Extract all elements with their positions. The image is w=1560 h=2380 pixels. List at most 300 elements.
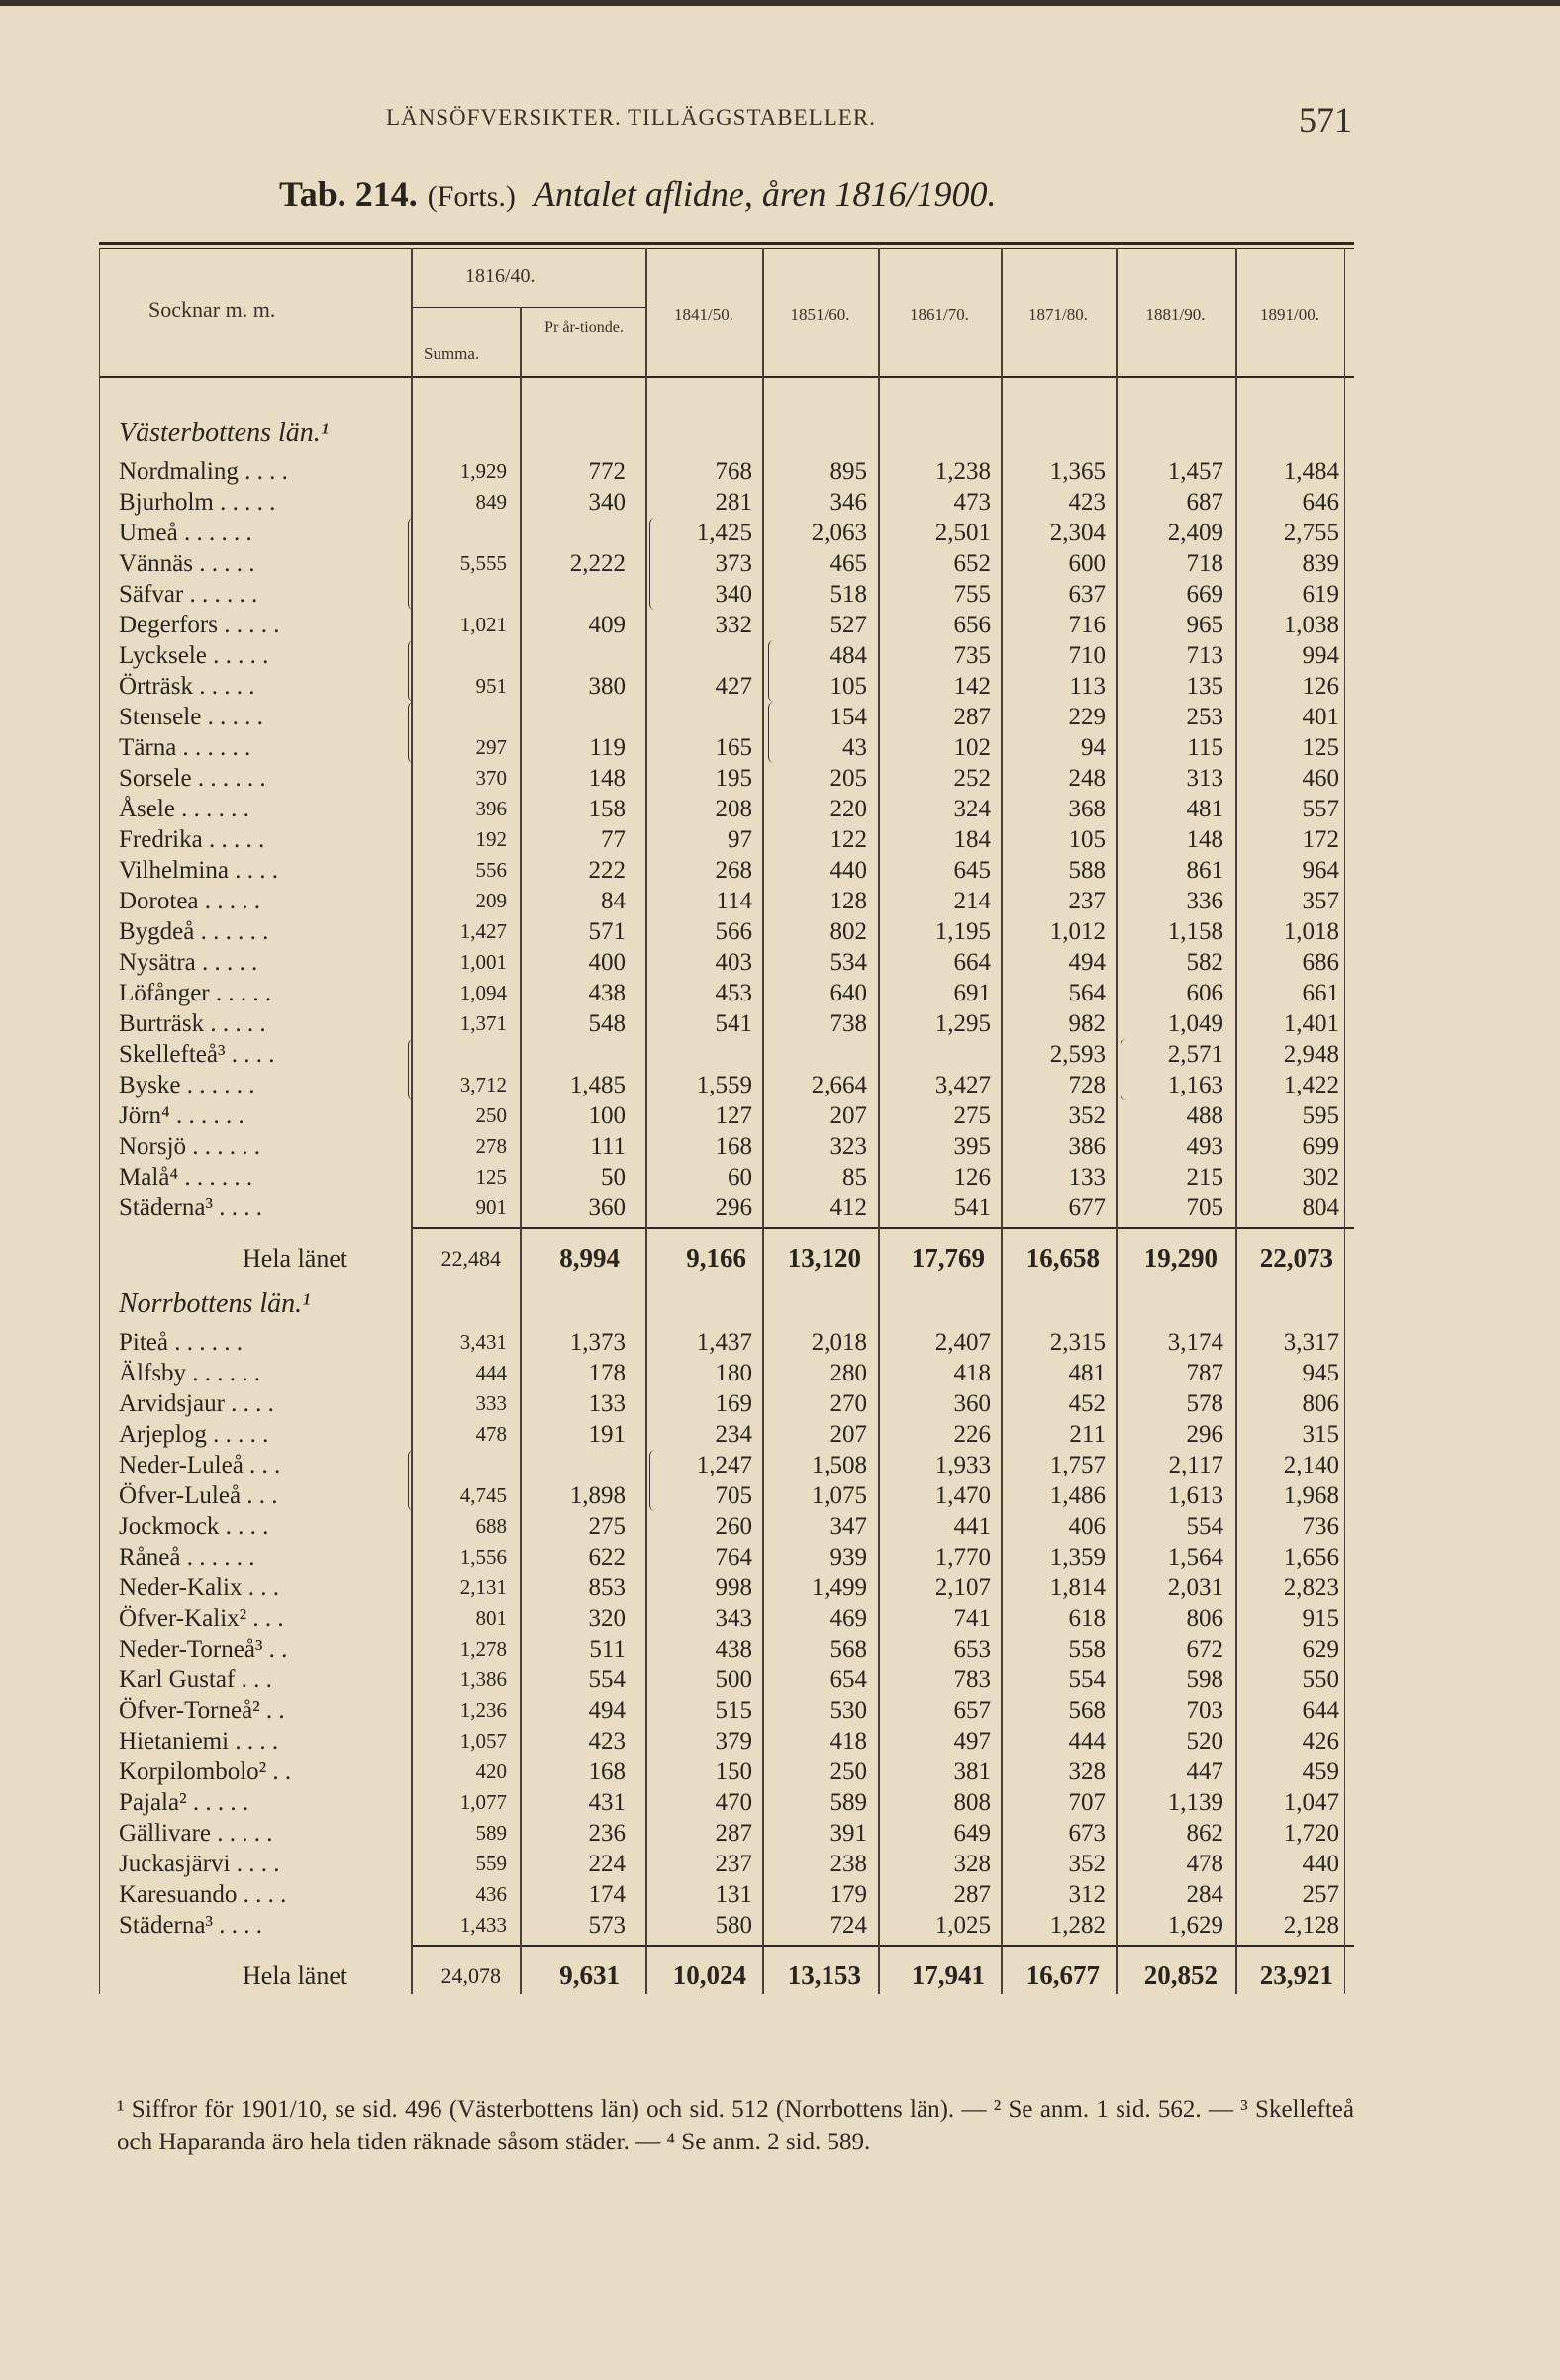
cell-value: 1,365 <box>1049 458 1106 485</box>
cell-value: 738 <box>829 1010 867 1037</box>
parish-name: Juckasjärvi . . . . <box>119 1851 280 1877</box>
cell-value: 2,031 <box>1167 1574 1223 1601</box>
cell-value: 401 <box>1302 704 1339 730</box>
cell-value: 3,317 <box>1283 1329 1339 1356</box>
cell-value: 559 <box>475 1852 507 1875</box>
cell-value: 333 <box>475 1391 507 1415</box>
table-row <box>0 1726 1560 1757</box>
cell-value: 530 <box>829 1697 867 1724</box>
cell-value: 1,047 <box>1283 1789 1339 1816</box>
cell-value: 691 <box>953 980 991 1006</box>
table-row <box>0 1480 1560 1511</box>
total-value: 13,120 <box>787 1243 861 1273</box>
cell-value: 427 <box>715 673 752 700</box>
cell-value: 1,613 <box>1167 1482 1223 1509</box>
cell-value: 580 <box>715 1912 752 1939</box>
cell-value: 1,359 <box>1049 1544 1106 1571</box>
cell-value: 287 <box>953 704 991 730</box>
column-divider <box>520 307 522 1994</box>
cell-value: 323 <box>829 1133 867 1160</box>
cell-value: 1,968 <box>1283 1482 1339 1509</box>
cell-value: 214 <box>953 888 991 914</box>
cell-value: 347 <box>829 1513 867 1540</box>
cell-value: 806 <box>1186 1605 1223 1632</box>
cell-value: 554 <box>1186 1513 1223 1540</box>
cell-value: 669 <box>1186 581 1223 608</box>
cell-value: 861 <box>1186 857 1223 884</box>
cell-value: 481 <box>1186 796 1223 822</box>
parish-name: Städerna³ . . . . <box>119 1194 262 1221</box>
table-row <box>0 1634 1560 1665</box>
cell-value: 649 <box>953 1820 991 1847</box>
cell-value: 1,278 <box>459 1637 507 1661</box>
cell-value: 1,001 <box>459 950 507 974</box>
cell-value: 640 <box>829 980 867 1006</box>
table-row <box>0 1450 1560 1480</box>
cell-value: 275 <box>588 1513 626 1540</box>
total-value: 13,153 <box>787 1960 861 1990</box>
cell-value: 77 <box>601 826 626 853</box>
cell-value: 133 <box>1068 1164 1106 1190</box>
cell-value: 260 <box>715 1513 752 1540</box>
cell-value: 440 <box>1302 1851 1339 1877</box>
cell-value: 1,236 <box>459 1698 507 1722</box>
parish-name: Degerfors . . . . . <box>119 612 280 638</box>
cell-value: 215 <box>1186 1164 1223 1190</box>
table-row <box>0 1008 1560 1039</box>
cell-value: 1,470 <box>934 1482 991 1509</box>
parish-name: Öfver-Kalix² . . . <box>119 1605 284 1632</box>
cell-value: 687 <box>1186 489 1223 516</box>
parish-name: Sorsele . . . . . . <box>119 765 266 792</box>
cell-value: 168 <box>715 1133 752 1160</box>
cell-value: 945 <box>1302 1360 1339 1386</box>
parish-name: Umeå . . . . . . <box>119 520 252 546</box>
cell-value: 131 <box>715 1881 752 1908</box>
cell-value: 2,063 <box>811 520 867 546</box>
cell-value: 270 <box>829 1390 867 1417</box>
cell-value: 1,025 <box>934 1912 991 1939</box>
parish-name: Städerna³ . . . . <box>119 1912 262 1939</box>
table-row <box>0 1787 1560 1818</box>
cell-value: 1,195 <box>934 918 991 945</box>
page-number: 571 <box>1299 100 1352 140</box>
parish-name: Nordmaling . . . . <box>119 458 288 485</box>
cell-value: 2,501 <box>934 520 991 546</box>
cell-value: 1,486 <box>1049 1482 1106 1509</box>
cell-value: 1,508 <box>811 1452 867 1478</box>
cell-value: 102 <box>953 734 991 761</box>
table-continued: (Forts.) <box>427 180 516 213</box>
cell-value: 268 <box>715 857 752 884</box>
cell-value: 332 <box>715 612 752 638</box>
cell-value: 168 <box>588 1759 626 1785</box>
cell-value: 1,075 <box>811 1482 867 1509</box>
cell-value: 736 <box>1302 1513 1339 1540</box>
cell-value: 672 <box>1186 1636 1223 1663</box>
table-row <box>0 610 1560 640</box>
cell-value: 1,484 <box>1283 458 1339 485</box>
cell-value: 386 <box>1068 1133 1106 1160</box>
parish-name: Löfånger . . . . . <box>119 980 272 1006</box>
table-rule <box>99 376 1354 378</box>
column-divider <box>1235 248 1237 1994</box>
cell-value: 554 <box>1068 1666 1106 1693</box>
cell-value: 618 <box>1068 1605 1106 1632</box>
parish-name: Bygdeå . . . . . . <box>119 918 269 945</box>
table-row <box>0 1849 1560 1879</box>
running-title: LÄNSÖFVERSIKTER. TILLÄGGSTABELLER. <box>386 105 876 130</box>
parish-name: Piteå . . . . . . <box>119 1329 243 1356</box>
cell-value: 713 <box>1186 642 1223 669</box>
cell-value: 105 <box>829 673 867 700</box>
table-row <box>0 886 1560 916</box>
cell-value: 716 <box>1068 612 1106 638</box>
table-row <box>0 1131 1560 1162</box>
cell-value: 346 <box>829 489 867 516</box>
cell-value: 568 <box>829 1636 867 1663</box>
cell-value: 148 <box>1186 826 1223 853</box>
parish-name: Pajala² . . . . . <box>119 1789 249 1816</box>
cell-value: 764 <box>715 1544 752 1571</box>
cell-value: 373 <box>715 550 752 577</box>
cell-value: 478 <box>1186 1851 1223 1877</box>
cell-value: 686 <box>1302 949 1339 976</box>
cell-value: 1,427 <box>459 919 507 943</box>
cell-value: 395 <box>953 1133 991 1160</box>
header-period: 1861/70. <box>910 305 969 324</box>
cell-value: 1,158 <box>1167 918 1223 945</box>
cell-value: 661 <box>1302 980 1339 1006</box>
parish-name: Neder-Torneå³ . . <box>119 1636 288 1663</box>
cell-value: 718 <box>1186 550 1223 577</box>
cell-value: 600 <box>1068 550 1106 577</box>
cell-value: 994 <box>1302 642 1339 669</box>
cell-value: 699 <box>1302 1133 1339 1160</box>
cell-value: 982 <box>1068 1010 1106 1037</box>
cell-value: 236 <box>588 1820 626 1847</box>
cell-value: 60 <box>728 1164 752 1190</box>
table-row <box>0 794 1560 824</box>
cell-value: 2,018 <box>811 1329 867 1356</box>
cell-value: 312 <box>1068 1881 1106 1908</box>
cell-value: 515 <box>715 1697 752 1724</box>
parish-name: Nysätra . . . . . <box>119 949 258 976</box>
cell-value: 951 <box>475 674 507 698</box>
cell-value: 1,499 <box>811 1574 867 1601</box>
table-row <box>0 1192 1560 1223</box>
cell-value: 673 <box>1068 1820 1106 1847</box>
cell-value: 564 <box>1068 980 1106 1006</box>
cell-value: 1,038 <box>1283 612 1339 638</box>
cell-value: 735 <box>953 642 991 669</box>
cell-value: 368 <box>1068 796 1106 822</box>
cell-value: 207 <box>829 1102 867 1129</box>
cell-value: 113 <box>1069 673 1106 700</box>
table-rule <box>411 1227 1354 1229</box>
cell-value: 418 <box>829 1728 867 1755</box>
cell-value: 3,174 <box>1167 1329 1223 1356</box>
row-group-brace <box>408 1039 419 1100</box>
cell-value: 3,427 <box>934 1072 991 1098</box>
table-row <box>0 456 1560 487</box>
cell-value: 1,373 <box>569 1329 626 1356</box>
header-summa: Summa. <box>424 344 480 363</box>
column-divider <box>99 248 100 1994</box>
total-value: 24,078 <box>440 1963 501 1988</box>
cell-value: 998 <box>715 1574 752 1601</box>
cell-value: 1,457 <box>1167 458 1223 485</box>
table-title <box>279 173 997 215</box>
table-row <box>0 1419 1560 1450</box>
cell-value: 406 <box>1068 1513 1106 1540</box>
cell-value: 1,238 <box>934 458 991 485</box>
cell-value: 84 <box>601 888 626 914</box>
cell-value: 571 <box>588 918 626 945</box>
cell-value: 234 <box>715 1421 752 1448</box>
header-period: 1841/50. <box>674 305 733 324</box>
cell-value: 105 <box>1068 826 1106 853</box>
cell-value: 1,559 <box>696 1072 752 1098</box>
cell-value: 645 <box>953 857 991 884</box>
cell-value: 1,295 <box>934 1010 991 1037</box>
cell-value: 1,057 <box>459 1729 507 1753</box>
cell-value: 436 <box>475 1882 507 1906</box>
cell-value: 518 <box>829 581 867 608</box>
cell-value: 278 <box>475 1134 507 1158</box>
cell-value: 589 <box>829 1789 867 1816</box>
cell-value: 441 <box>953 1513 991 1540</box>
cell-value: 438 <box>588 980 626 1006</box>
cell-value: 115 <box>1187 734 1223 761</box>
table-row <box>0 1665 1560 1695</box>
cell-value: 418 <box>953 1360 991 1386</box>
cell-value: 237 <box>1068 888 1106 914</box>
row-group-brace <box>408 1450 419 1511</box>
cell-value: 296 <box>715 1194 752 1221</box>
parish-name: Bjurholm . . . . . <box>119 489 276 516</box>
cell-value: 644 <box>1302 1697 1339 1724</box>
row-group-brace <box>408 518 419 610</box>
cell-value: 444 <box>1068 1728 1106 1755</box>
cell-value: 588 <box>1068 857 1106 884</box>
total-value: 9,166 <box>686 1243 746 1273</box>
cell-value: 578 <box>1186 1390 1223 1417</box>
cell-value: 1,770 <box>934 1544 991 1571</box>
table-row <box>0 1572 1560 1603</box>
table-row <box>0 1162 1560 1192</box>
cell-value: 768 <box>715 458 752 485</box>
parish-name: Karl Gustaf . . . <box>119 1666 272 1693</box>
cell-value: 568 <box>1068 1697 1106 1724</box>
cell-value: 396 <box>475 797 507 820</box>
cell-value: 1,422 <box>1283 1072 1339 1098</box>
cell-value: 595 <box>1302 1102 1339 1129</box>
cell-value: 340 <box>588 489 626 516</box>
cell-value: 172 <box>1302 826 1339 853</box>
cell-value: 423 <box>588 1728 626 1755</box>
table-caption: Antalet aflidne, åren 1816/1900. <box>533 174 997 214</box>
table-rule <box>411 307 645 308</box>
table-number: Tab. 214. <box>279 174 418 214</box>
cell-value: 237 <box>715 1851 752 1877</box>
cell-value: 566 <box>715 918 752 945</box>
cell-value: 741 <box>953 1605 991 1632</box>
parish-name: Säfvar . . . . . . <box>119 581 258 608</box>
cell-value: 403 <box>715 949 752 976</box>
cell-value: 1,814 <box>1049 1574 1106 1601</box>
cell-value: 783 <box>953 1666 991 1693</box>
cell-value: 598 <box>1186 1666 1223 1693</box>
row-group-brace <box>408 640 419 702</box>
cell-value: 226 <box>953 1421 991 1448</box>
cell-value: 772 <box>588 458 626 485</box>
cell-value: 804 <box>1302 1194 1339 1221</box>
cell-value: 806 <box>1302 1390 1339 1417</box>
cell-value: 755 <box>953 581 991 608</box>
cell-value: 211 <box>1069 1421 1106 1448</box>
header-period-1816-40: 1816/40. <box>465 265 536 287</box>
cell-value: 541 <box>953 1194 991 1221</box>
cell-value: 688 <box>475 1514 507 1538</box>
cell-value: 1,401 <box>1283 1010 1339 1037</box>
cell-value: 849 <box>475 490 507 514</box>
cell-value: 1,094 <box>459 981 507 1004</box>
cell-value: 606 <box>1186 980 1223 1006</box>
cell-value: 440 <box>829 857 867 884</box>
cell-value: 205 <box>829 765 867 792</box>
row-group-brace <box>768 702 779 763</box>
column-divider <box>645 248 647 1994</box>
cell-value: 438 <box>715 1636 752 1663</box>
table-row <box>0 1818 1560 1849</box>
cell-value: 340 <box>715 581 752 608</box>
table-row <box>0 916 1560 947</box>
cell-value: 297 <box>475 735 507 759</box>
cell-value: 250 <box>829 1759 867 1785</box>
parish-name: Fredrika . . . . . <box>119 826 265 853</box>
total-value: 10,024 <box>672 1960 746 1990</box>
cell-value: 281 <box>715 489 752 516</box>
parish-name: Norsjö . . . . . . <box>119 1133 261 1160</box>
parish-name: Arvidsjaur . . . . <box>119 1390 274 1417</box>
cell-value: 1,720 <box>1283 1820 1339 1847</box>
cell-value: 2,117 <box>1168 1452 1223 1478</box>
parish-name: Neder-Luleå . . . <box>119 1452 281 1478</box>
column-divider <box>1001 248 1003 1994</box>
cell-value: 169 <box>715 1390 752 1417</box>
cell-value: 853 <box>588 1574 626 1601</box>
cell-value: 2,823 <box>1283 1574 1339 1601</box>
cell-value: 1,564 <box>1167 1544 1223 1571</box>
cell-value: 707 <box>1068 1789 1106 1816</box>
cell-value: 50 <box>601 1164 626 1190</box>
table-row <box>0 1327 1560 1358</box>
cell-value: 179 <box>829 1881 867 1908</box>
cell-value: 287 <box>715 1820 752 1847</box>
cell-value: 589 <box>475 1821 507 1845</box>
cell-value: 527 <box>829 612 867 638</box>
cell-value: 488 <box>1186 1102 1223 1129</box>
total-value: 16,658 <box>1025 1243 1100 1273</box>
cell-value: 901 <box>475 1195 507 1219</box>
cell-value: 381 <box>953 1759 991 1785</box>
total-value: 22,073 <box>1259 1243 1333 1273</box>
cell-value: 447 <box>1186 1759 1223 1785</box>
cell-value: 629 <box>1302 1636 1339 1663</box>
parish-name: Korpilombolo² . . <box>119 1759 292 1785</box>
cell-value: 2,948 <box>1283 1041 1339 1068</box>
header-period: 1851/60. <box>790 305 850 324</box>
cell-value: 257 <box>1302 1881 1339 1908</box>
cell-value: 165 <box>715 734 752 761</box>
cell-value: 1,757 <box>1049 1452 1106 1478</box>
header-parish: Socknar m. m. <box>148 297 276 322</box>
cell-value: 195 <box>715 765 752 792</box>
cell-value: 320 <box>588 1605 626 1632</box>
table-row <box>0 487 1560 518</box>
cell-value: 253 <box>1186 704 1223 730</box>
parish-name: Neder-Kalix . . . <box>119 1574 279 1601</box>
table-row <box>0 671 1560 702</box>
total-value: 17,769 <box>911 1243 985 1273</box>
cell-value: 787 <box>1186 1360 1223 1386</box>
cell-value: 1,282 <box>1049 1912 1106 1939</box>
cell-value: 654 <box>829 1666 867 1693</box>
cell-value: 2,107 <box>934 1574 991 1601</box>
row-group-brace <box>649 1450 660 1511</box>
parish-name: Byske . . . . . . <box>119 1072 255 1098</box>
column-divider <box>1116 248 1118 1994</box>
column-divider <box>1344 248 1345 1994</box>
cell-value: 111 <box>590 1133 626 1160</box>
parish-name: Karesuando . . . . <box>119 1881 287 1908</box>
header-period: 1881/90. <box>1145 305 1206 324</box>
total-value: 16,677 <box>1025 1960 1100 1990</box>
cell-value: 336 <box>1186 888 1223 914</box>
cell-value: 619 <box>1302 581 1339 608</box>
cell-value: 862 <box>1186 1820 1223 1847</box>
cell-value: 2,755 <box>1283 520 1339 546</box>
cell-value: 184 <box>953 826 991 853</box>
cell-value: 478 <box>475 1422 507 1446</box>
table-row <box>0 1757 1560 1787</box>
cell-value: 728 <box>1068 1072 1106 1098</box>
cell-value: 127 <box>715 1102 752 1129</box>
parish-name: Jörn⁴ . . . . . . <box>119 1102 244 1129</box>
cell-value: 453 <box>715 980 752 1006</box>
cell-value: 808 <box>953 1789 991 1816</box>
cell-value: 1,012 <box>1049 918 1106 945</box>
cell-value: 915 <box>1302 1605 1339 1632</box>
cell-value: 494 <box>588 1697 626 1724</box>
cell-value: 1,163 <box>1167 1072 1223 1098</box>
cell-value: 481 <box>1068 1360 1106 1386</box>
total-label: Hela länet <box>243 1244 348 1273</box>
cell-value: 5,555 <box>459 551 507 575</box>
cell-value: 328 <box>1068 1759 1106 1785</box>
parish-name: Öfver-Torneå² . . <box>119 1697 285 1724</box>
table-row <box>0 1603 1560 1634</box>
cell-value: 710 <box>1068 642 1106 669</box>
cell-value: 248 <box>1068 765 1106 792</box>
cell-value: 1,139 <box>1167 1789 1223 1816</box>
cell-value: 656 <box>953 612 991 638</box>
cell-value: 191 <box>588 1421 626 1448</box>
cell-value: 573 <box>588 1912 626 1939</box>
cell-value: 148 <box>588 765 626 792</box>
table-row <box>0 1070 1560 1100</box>
